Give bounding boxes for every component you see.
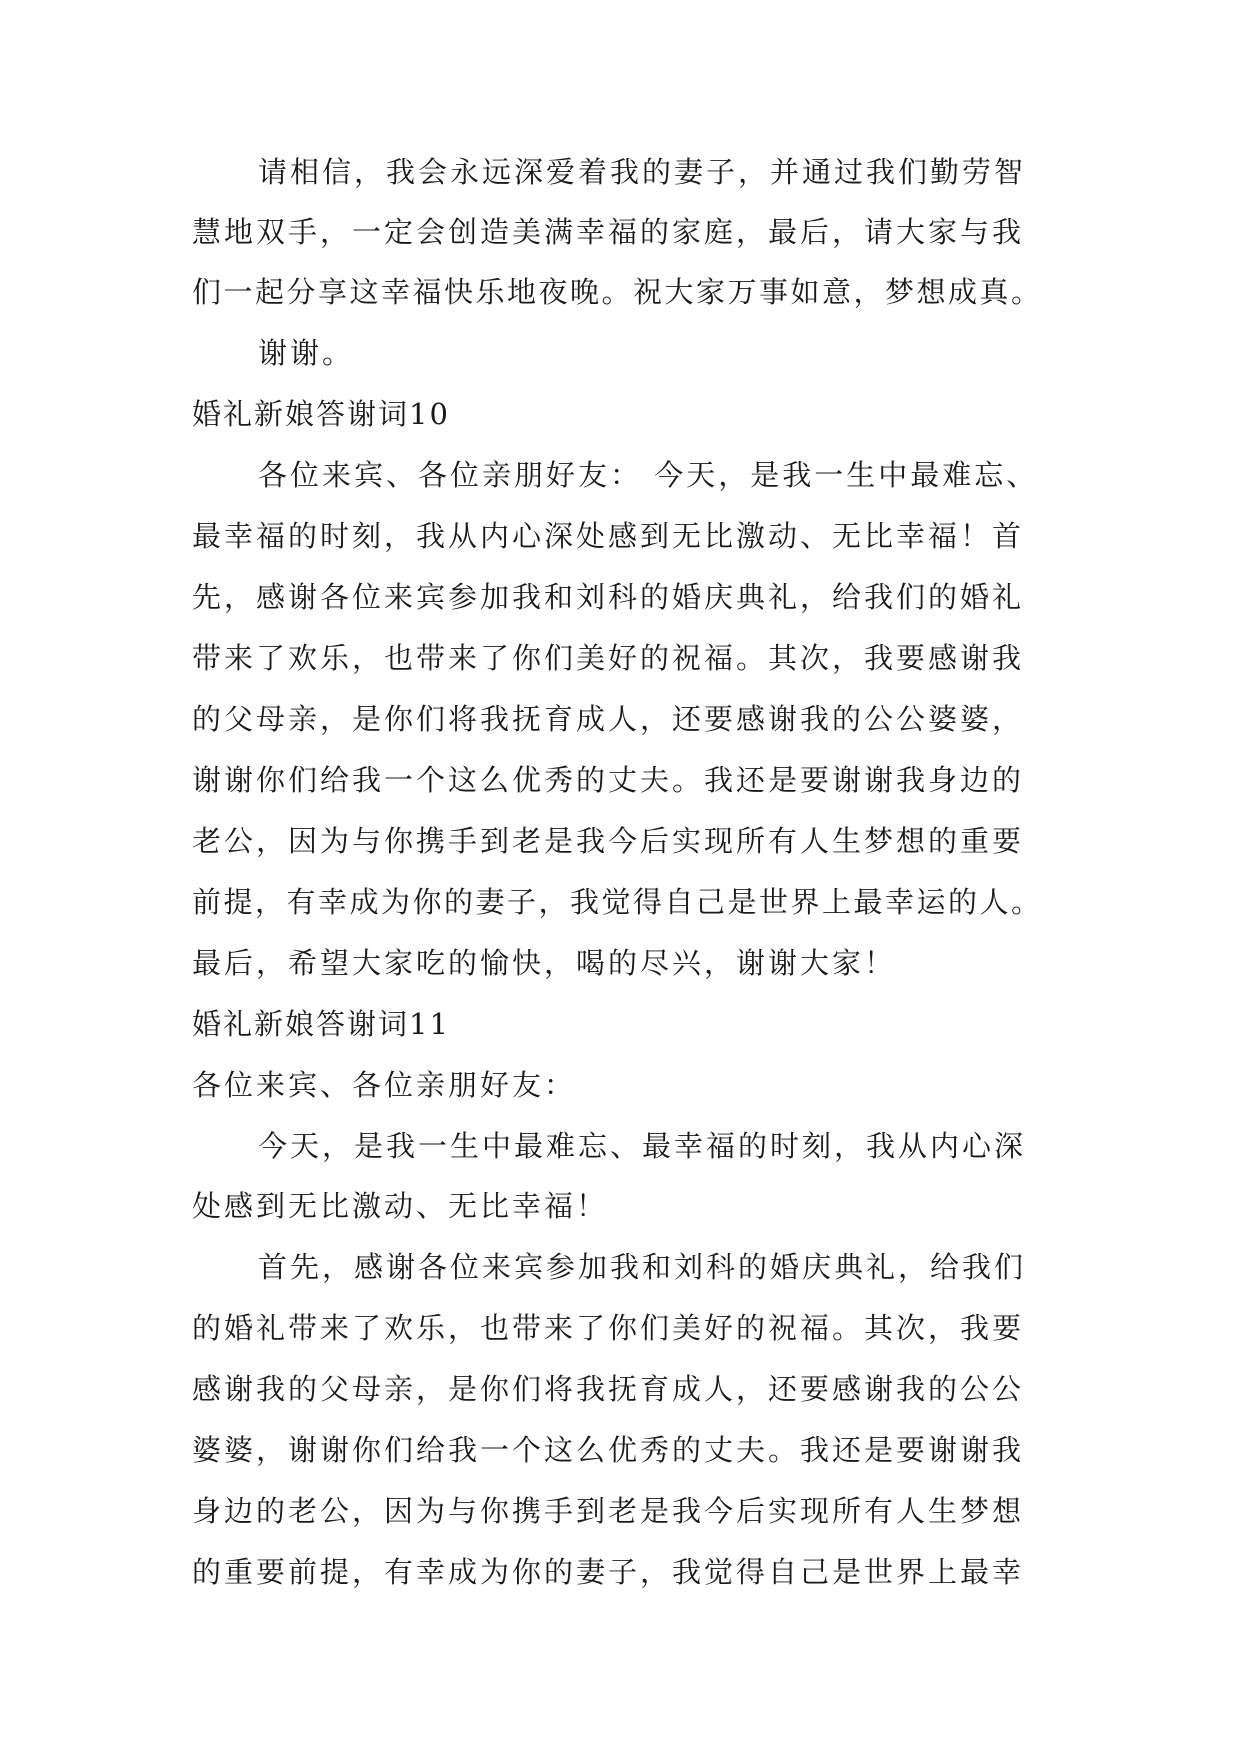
paragraph-line: 请相信，我会永远深爱着我的妻子，并通过我们勤劳智 [258,155,1027,189]
paragraph-line: 带来了欢乐，也带来了你们美好的祝福。其次，我要感谢我 [192,641,1025,675]
paragraph-line: 最后，希望大家吃的愉快，喝的尽兴，谢谢大家！ [192,946,897,980]
paragraph-line: 身边的老公，因为与你携手到老是我今后实现所有人生梦想 [192,1494,1025,1528]
paragraph-line: 处感到无比激动、无比幸福！ [192,1189,609,1223]
section-heading: 婚礼新娘答谢词10 [192,397,450,431]
paragraph-line: 老公，因为与你携手到老是我今后实现所有人生梦想的重要 [192,824,1025,858]
paragraph-line: 今天，是我一生中最难忘、最幸福的时刻，我从内心深 [258,1129,1027,1163]
paragraph-line: 的父母亲，是你们将我抚育成人，还要感谢我的公公婆婆， [192,702,1025,736]
paragraph-line: 慧地双手，一定会创造美满幸福的家庭，最后，请大家与我 [192,215,1025,249]
paragraph-line: 们一起分享这幸福快乐地夜晚。祝大家万事如意，梦想成真。 [192,275,1043,309]
paragraph-line: 首先，感谢各位来宾参加我和刘科的婚庆典礼，给我们 [258,1250,1027,1284]
paragraph-line: 的婚礼带来了欢乐，也带来了你们美好的祝福。其次，我要 [192,1311,1025,1345]
paragraph-line: 谢谢。 [258,336,355,370]
paragraph-line: 先，感谢各位来宾参加我和刘科的婚庆典礼，给我们的婚礼 [192,580,1025,614]
paragraph-line: 的重要前提，有幸成为你的妻子，我觉得自己是世界上最幸 [192,1555,1025,1589]
paragraph-line: 各位来宾、各位亲朋好友： 今天，是我一生中最难忘、 [258,458,1039,492]
paragraph-line: 感谢我的父母亲，是你们将我抚育成人，还要感谢我的公公 [192,1372,1025,1406]
paragraph-line: 前提，有幸成为你的妻子，我觉得自己是世界上最幸运的人。 [192,885,1043,919]
paragraph-line: 谢谢你们给我一个这么优秀的丈夫。我还是要谢谢我身边的 [192,763,1025,797]
paragraph-line: 最幸福的时刻，我从内心深处感到无比激动、无比幸福！首 [192,519,1025,553]
paragraph-line: 婆婆，谢谢你们给我一个这么优秀的丈夫。我还是要谢谢我 [192,1433,1025,1467]
salutation-line: 各位来宾、各位亲朋好友： [192,1068,577,1102]
section-heading: 婚礼新娘答谢词11 [192,1007,450,1041]
